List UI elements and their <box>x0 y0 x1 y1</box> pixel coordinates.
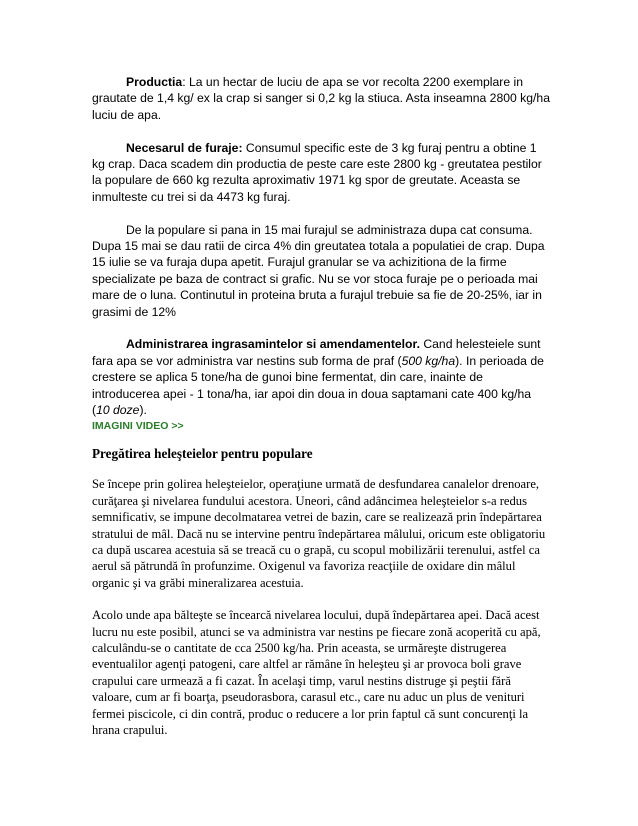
document-top-section <box>92 74 550 435</box>
preparation-paragraph-2: Acolo unde apa bălteşte se încearcă nivelarea locului, după îndepărtarea apei. Dacă acest lucru nu este posibil, atunci se va administra var nestins pe fiecare zonă acoperită cu apă, calculându-se o cantitate de cca 2500 kg/ha. Prin aceasta, se urmăreşte distrugerea eventualilor agenţi patogeni, care altfel ar rămâne în heleşteu şi ar provoca boli grave crapului care urmează a fi cazat. În acelaşi timp, varul nestins distruge şi peştii fără valoare, cum ar fi boarţa, pseudorasbora, carasul etc., care nu aduc un plus de venituri fermei piscicole, ci din contră, produc o reducere a lor prin faptul că sunt concurenţi la hrana crapului. <box>92 608 541 738</box>
furaje-text: Consumul specific este de 3 kg furaj pentru a obtine 1 kg crap. Daca scadem din productia de peste care este 2800 kg - greutatea pestilor la populare de 660 kg rezulta aproximativ 1971 kg spor de greutate. Aceasta se inmulteste cu trei si da 4473 kg furaj. <box>92 140 542 204</box>
imagini-video-link[interactable]: IMAGINI VIDEO >> <box>92 420 184 432</box>
populare-paragraph: De la populare si pana in 15 mai furajul se administraza dupa cat consuma. Dupa 15 mai se dau ratii de circa 4% din greutatea totala a populatiei de crap. Dupa 15 iulie se va furaja dupa apetit. Furajul granular se va achizitiona de la firme specializate pe baza de contract si grafic. Nu se vor stoca furaje pe o perioada mai mare de o luna. Continutul in proteina bruta a furajul trebuie sa fie de 20-25%, iar in grasimi de 12% <box>92 222 545 319</box>
ingrasaminte-text-a: Cand helesteiele sunt fara apa se vor administra var nestins sub forma de praf ( <box>92 337 541 368</box>
furaje-paragraph <box>92 140 550 206</box>
section-title: Pregătirea heleşteielor pentru populare <box>92 446 313 461</box>
furaje-label: Necesarul de furaje: <box>126 140 243 155</box>
ingrasaminte-italic-1: 500 kg/ha <box>401 353 456 368</box>
ingrasaminte-label: Administrarea ingrasamintelor si amendamentelor. <box>126 337 420 352</box>
ingrasaminte-text-b: ). In perioada de crestere se aplica 5 tone/ha de gunoi bine fermentat, din care, inainte de introducerea apei - 1 tona/ha, iar apoi din doua in doua saptamani cate 400 kg/ha ( <box>92 353 544 418</box>
preparation-paragraph-1: Se începe prin golirea heleşteielor, operaţiune urmată de desfundarea canalelor drenoare, curăţarea şi nivelarea fundului acestora. Uneori, când adâncimea heleşteielor s-a redus semnificativ, se impune decolmatarea vetrei de bazin, care se realizează prin îndepărtarea stratului de mâl. Dacă nu se intervine pentru îndepărtarea mâlului, oricum este obligatoriu ca după uscarea acestuia să se treacă cu o grapă, cu scopul mobilizării terenului, astfel ca aerul să pătrundă în profunzime. Oxigenul va favoriza reacţiile de oxidare din mâlul organic şi va grăbi mineralizarea acestuia. <box>92 477 546 590</box>
document-bottom-section <box>92 446 550 755</box>
productia-text: : La un hectar de luciu de apa se vor recolta 2200 exemplare in grautate de 1,4 kg/ ex la crap si sanger si 0,2 kg la stiuca. Asta inseamna 2800 kg/ha luciu de apa. <box>92 75 550 122</box>
ingrasaminte-italic-2: 10 doze <box>96 403 140 418</box>
productia-label: Productia <box>126 75 183 89</box>
ingrasaminte-text-c: ). <box>139 403 147 418</box>
ingrasaminte-paragraph <box>92 336 550 418</box>
productia-paragraph <box>92 74 550 123</box>
